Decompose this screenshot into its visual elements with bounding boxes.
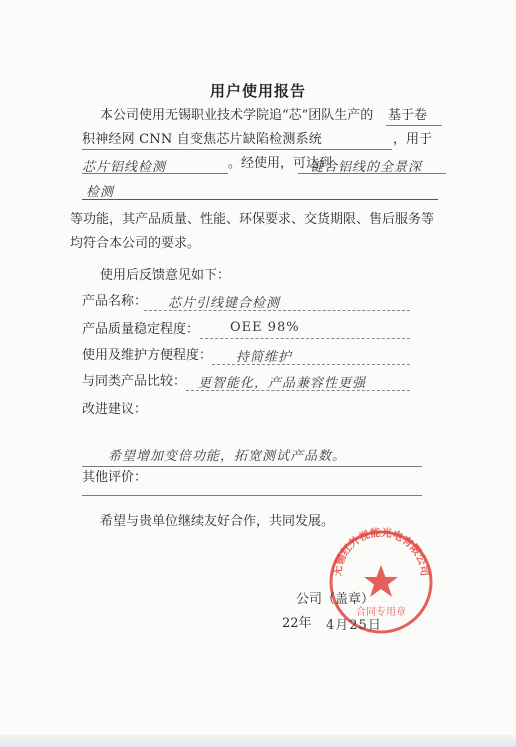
field-label-quality: 产品质量稳定程度：	[82, 322, 200, 337]
underline	[186, 390, 410, 391]
intro-line-1: 本公司使用无锡职业技术学院追“芯”团队生产的	[100, 108, 374, 123]
feedback-intro: 使用后反馈意见如下：	[100, 268, 231, 283]
field-label-product-name: 产品名称：	[82, 294, 148, 309]
page-title: 用户使用报告	[209, 82, 306, 100]
page-bottom-edge	[0, 735, 516, 747]
underline	[82, 149, 392, 150]
underline	[212, 364, 410, 365]
intro-line-6: 均符合本公司的要求。	[70, 236, 201, 251]
closing-text: 希望与贵单位继续友好合作，共同发展。	[100, 514, 335, 529]
suggestion-value: 希望增加变倍功能，拓宽测试产品数。	[108, 449, 347, 464]
date-year: 22年	[282, 616, 312, 631]
suggestion-label: 改进建议：	[82, 402, 148, 417]
underline	[82, 466, 422, 467]
underline	[82, 199, 438, 200]
handwritten-usage: 芯片铝线检测	[82, 160, 167, 175]
product-name-part-1: 基于卷	[388, 108, 428, 123]
underline	[298, 173, 446, 174]
underline	[144, 310, 410, 311]
underline	[200, 338, 410, 339]
other-label: 其他评价：	[82, 470, 148, 485]
intro-line-3-mid: 。经使用，可达到	[228, 156, 333, 171]
field-label-comparison: 与同类产品比较：	[82, 374, 187, 389]
underline	[82, 173, 228, 174]
intro-line-5: 等功能，其产品质量、性能、环保要求、交货期限、售后服务等	[70, 212, 435, 227]
field-value-maintenance: 持简维护	[236, 350, 293, 365]
field-value-quality: OEE 98%	[230, 320, 300, 335]
date-month-day: 4月25日	[326, 618, 382, 633]
handwritten-capability: 键合铝线的全景深	[310, 160, 423, 175]
intro-line-2-suffix: ，用于	[393, 132, 433, 147]
handwritten-capability-cont: 检测	[86, 185, 115, 200]
field-label-maintenance: 使用及维护方便程度：	[82, 348, 213, 363]
seal-text: 无锡红外视能光电有限公司	[331, 527, 431, 577]
product-name-part-2: 积神经网 CNN 自变焦芯片缺陷检测系统	[82, 132, 322, 147]
field-value-comparison: 更智能化，产品兼容性更强	[198, 376, 367, 391]
underline	[386, 125, 442, 126]
company-seal-label: 公司（盖章）	[296, 592, 375, 607]
field-value-product-name: 芯片引线键合检测	[168, 296, 281, 311]
seal-subtext: 合同专用章	[356, 607, 406, 618]
underline	[82, 495, 422, 496]
